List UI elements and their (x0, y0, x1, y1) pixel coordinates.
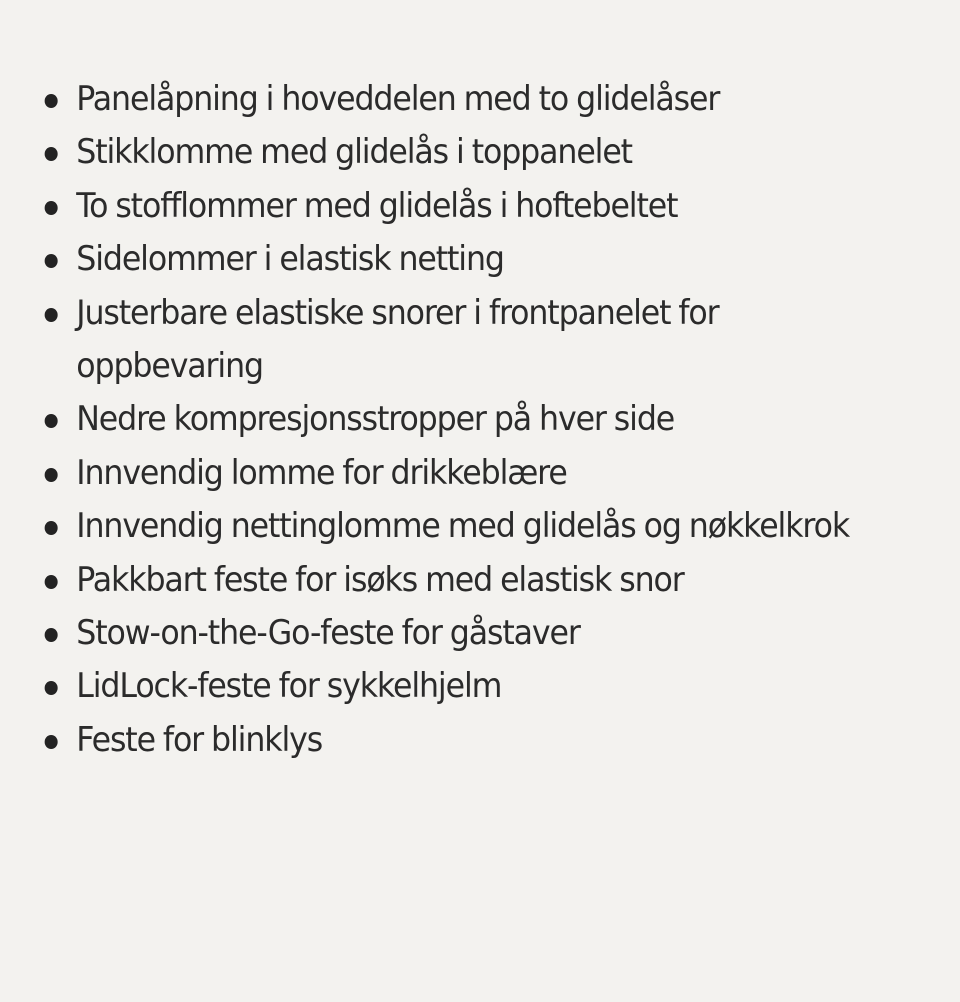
bullet-icon (45, 628, 58, 642)
list-item (0, 180, 893, 233)
list-item (0, 393, 893, 446)
list-item-text: Justerbare elastiske snorer i frontpanelet for oppbevaring (76, 292, 719, 387)
bullet-icon (45, 147, 58, 161)
bullet-icon (45, 308, 58, 322)
list-item-text: Pakkbart feste for isøks med elastisk snor (76, 559, 684, 600)
list-item-text: Stow-on-the-Go-feste for gåstaver (76, 613, 580, 654)
list-item (0, 607, 893, 660)
list-item-text: Sidelommer i elastisk netting (76, 239, 504, 280)
list-item-text: Innvendig nettinglomme med glidelås og nøkkelkrok (76, 506, 850, 547)
bullet-icon (45, 254, 58, 268)
list-item (0, 73, 893, 126)
list-item-text: Nedre kompresjonsstropper på hver side (76, 399, 675, 440)
list-item-text: To stofflommer med glidelås i hoftebeltet (76, 185, 678, 226)
list-item-text: Stikklomme med glidelås i toppanelet (76, 132, 632, 173)
list-item (0, 660, 893, 713)
list-item (0, 554, 893, 607)
bullet-icon (45, 575, 58, 589)
bullet-icon (45, 94, 58, 108)
list-item (0, 447, 893, 500)
bullet-icon (45, 735, 58, 749)
list-item (0, 500, 893, 553)
bullet-icon (45, 521, 58, 535)
bullet-icon (45, 414, 58, 428)
list-item (0, 287, 893, 394)
list-item (0, 233, 893, 286)
list-item-text: Panelåpning i hoveddelen med to glidelåser (76, 79, 720, 119)
bullet-icon (45, 201, 58, 215)
feature-list (0, 73, 960, 767)
bullet-icon (45, 681, 58, 695)
list-item (0, 714, 893, 767)
bullet-icon (45, 468, 58, 482)
list-item-text: Innvendig lomme for drikkeblære (76, 452, 567, 493)
list-item (0, 126, 893, 179)
list-item-text: LidLock-feste for sykkelhjelm (76, 666, 502, 707)
list-item-text: Feste for blinklys (76, 719, 323, 760)
